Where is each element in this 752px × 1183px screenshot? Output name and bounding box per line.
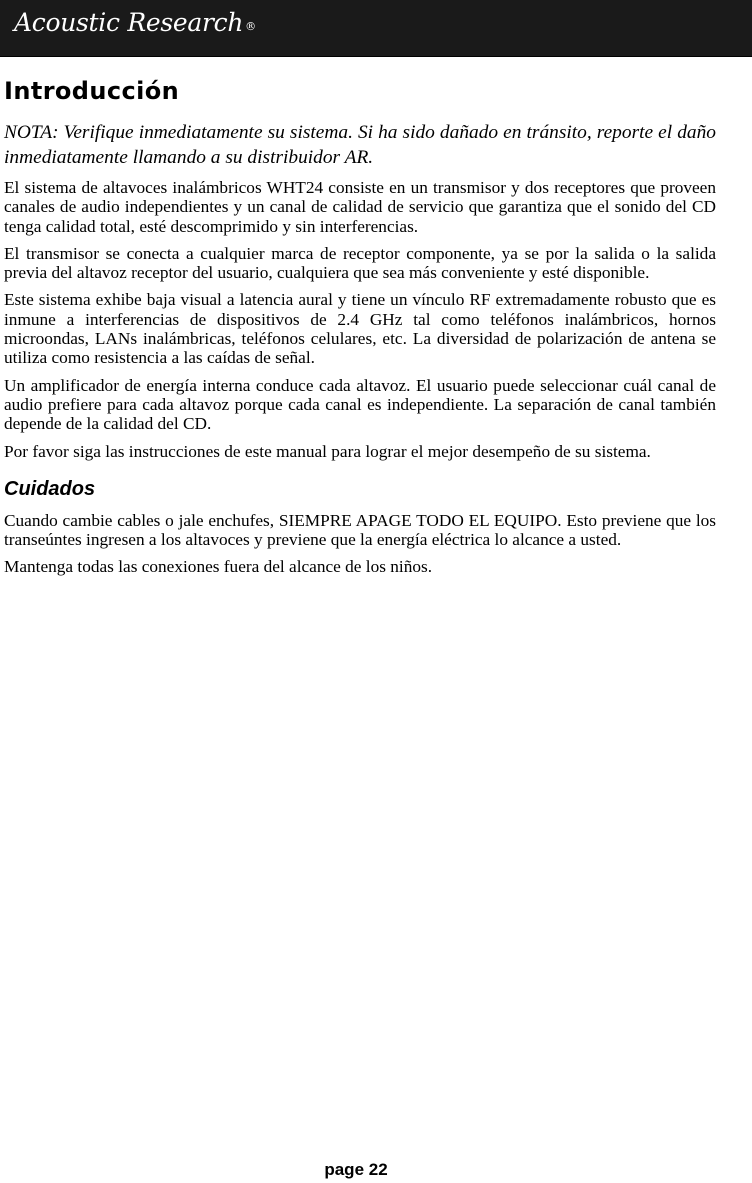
note-paragraph: NOTA: Verifique inmediatamente su sistema. Si ha sido dañado en tránsito, reporte el daño inmediatamente llamando a su distribuidor AR.	[4, 122, 716, 168]
body-paragraph-5: Por favor siga las instrucciones de este manual para lograr el mejor desempeño de su sistema.	[4, 441, 651, 461]
registered-mark: ®	[245, 20, 256, 33]
body-paragraph-1: El sistema de altavoces inalámbricos WHT24 consiste en un transmisor y dos receptores que proveen canales de audio independientes y un canal de calidad de servicio que garantiza que el sonido del CD tenga calidad total, esté descomprimido y sin interferencias.	[4, 178, 716, 236]
page-content	[4, 76, 716, 585]
caution-paragraph-1: Cuando cambie cables o jale enchufes, SIEMPRE APAGE TODO EL EQUIPO. Esto previene que los transeúntes ingresen a los altavoces y previene que la energía eléctrica lo alcance a usted.	[4, 510, 716, 550]
header-bar	[0, 0, 752, 57]
caution-paragraph-2: Mantenga todas las conexiones fuera del alcance de los niños.	[4, 557, 433, 577]
brand-name: Acoustic Research	[14, 8, 244, 37]
page-title: Introducción	[4, 77, 180, 105]
body-paragraph-2: El transmisor se conecta a cualquier marca de receptor componente, ya se por la salida o la salida previa del altavoz receptor del usuario, cualquiera que sea más conveniente y esté disponible.	[4, 243, 716, 283]
body-paragraph-3: Este sistema exhibe baja visual a latencia aural y tiene un vínculo RF extremadamente robusto que es inmune a interferencias de dispositivos de 2.4 GHz tal como teléfonos inalámbricos, hornos microondas, LANs inalámbricas, teléfonos celulares, etc. La diversidad de polarización de antena se utiliza como resistencia a las caídas de señal.	[4, 290, 716, 368]
body-paragraph-4: Un amplificador de energía interna conduce cada altavoz. El usuario puede seleccionar cuál canal de audio prefiere para cada altavoz porque cada canal es independiente. La separación de canal también depende de la calidad del CD.	[4, 375, 716, 434]
section-title-cautions: Cuidados	[4, 477, 96, 500]
brand-logo	[14, 8, 256, 37]
page-number: page 22	[324, 1160, 388, 1179]
